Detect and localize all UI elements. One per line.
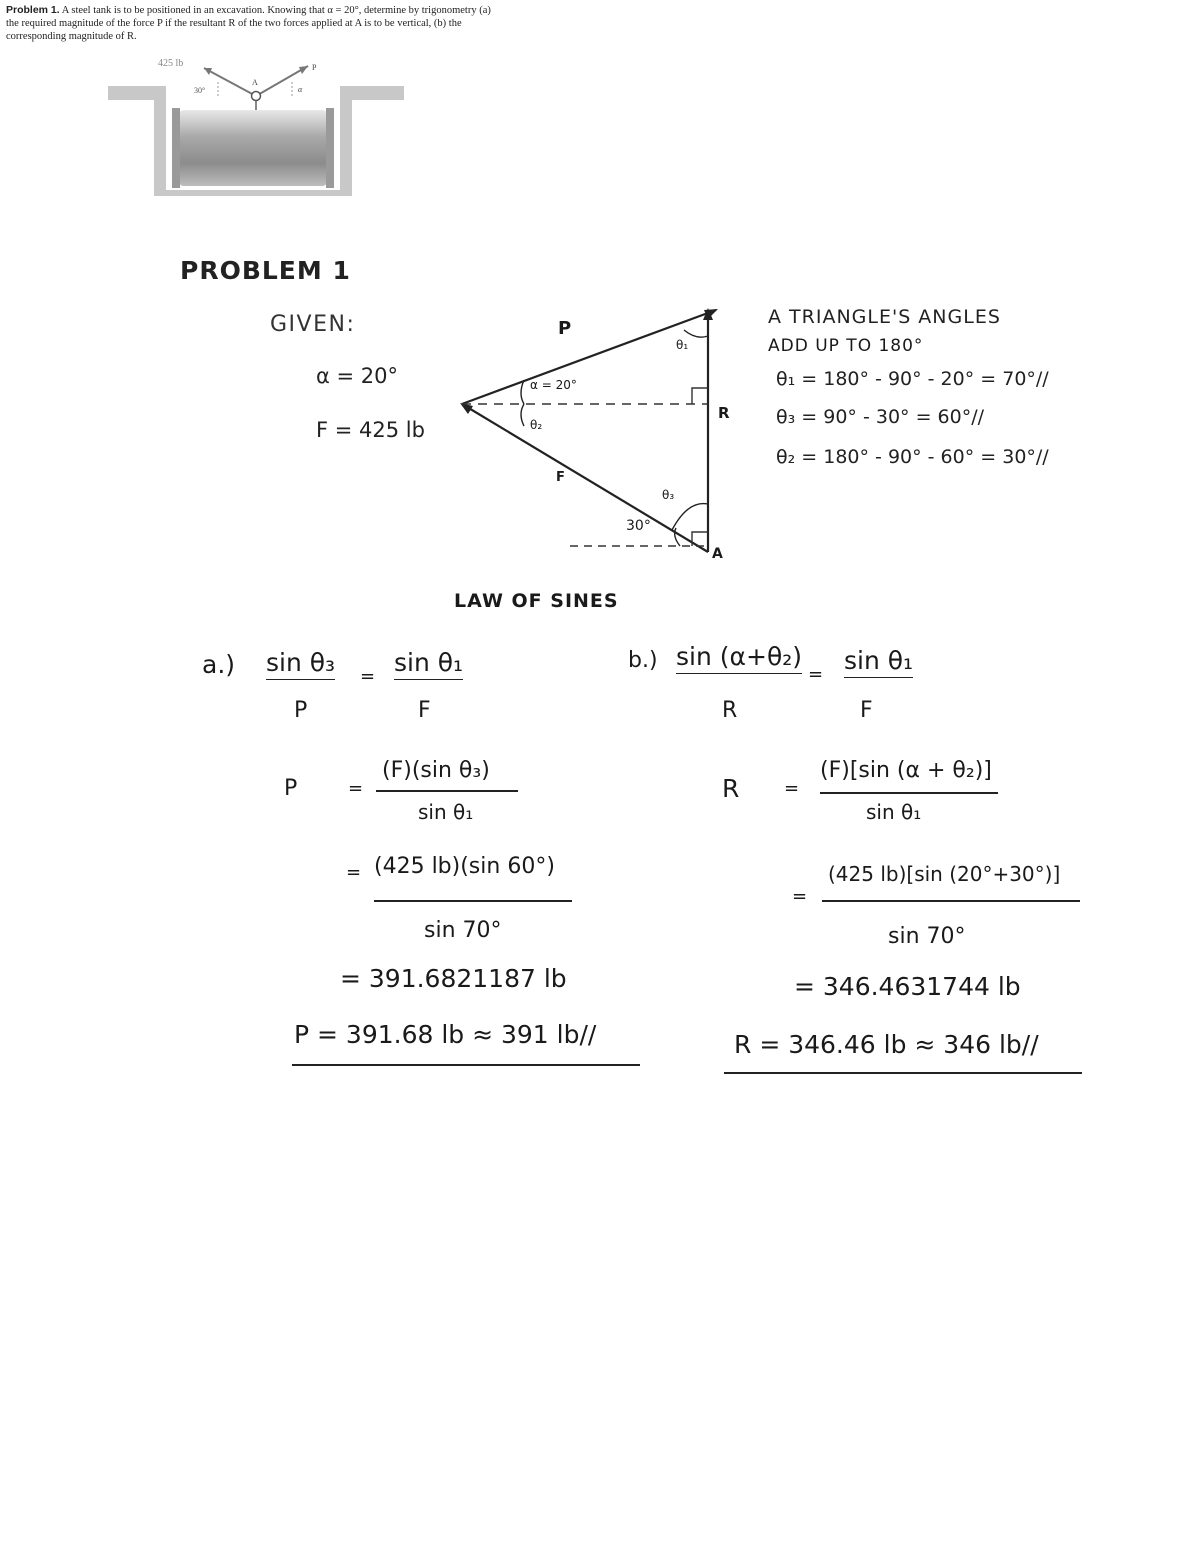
- problem-text: A steel tank is to be positioned in an excavation. Knowing that α = 20°, determine by trigonometry (a) the required magnitude of the force P if the resultant R of the two forces applied at A is to be vertical, (b) the corresponding magnitude of R.: [6, 5, 491, 42]
- theta1-arc: [684, 330, 708, 337]
- ground-right: [352, 86, 404, 100]
- theta3-equation: θ₃ = 90° - 30° = 60°//: [776, 406, 985, 428]
- diagram-theta2-label: θ₂: [530, 418, 543, 432]
- part-b-value: = 346.4631744 lb: [794, 972, 1021, 1001]
- figure-alpha-label: α: [298, 85, 303, 94]
- angles-note-line2: ADD UP TO 180°: [768, 336, 924, 356]
- law-of-sines-heading: LAW OF SINES: [454, 590, 619, 612]
- part-a-subst-num: (425 lb)(sin 60°): [374, 854, 555, 879]
- figure-point-label: A: [252, 78, 258, 87]
- diagram-a-label: A: [712, 546, 723, 562]
- figure-force-label: 425 lb: [158, 58, 184, 69]
- figure-force-p-label: P: [312, 63, 317, 72]
- part-b-ratio-equals: =: [808, 664, 824, 685]
- force-line-left: [204, 68, 256, 96]
- figure-angle-left: 30°: [194, 86, 206, 95]
- diagram-theta1-label: θ₁: [676, 338, 689, 352]
- part-a-value: = 391.6821187 lb: [340, 964, 567, 993]
- part-b-subst-den: sin 70°: [888, 924, 966, 949]
- part-b-final-answer: R = 346.46 lb ≈ 346 lb//: [734, 1030, 1039, 1059]
- part-a-ratio-left-num: sin θ₃: [266, 648, 335, 680]
- diagram-p-label: P: [558, 318, 572, 339]
- angle30-arc: [675, 528, 680, 546]
- point-a-ring: [252, 92, 261, 101]
- part-a-formula-den: sin θ₁: [418, 800, 474, 824]
- part-a-subst-den: sin 70°: [424, 918, 502, 943]
- force-arrow-right: [299, 66, 308, 74]
- theta2-equation: θ₂ = 180° - 90° - 60° = 30°//: [776, 446, 1049, 468]
- part-b-formula-den: sin θ₁: [866, 800, 922, 824]
- pit-wall-left: [154, 86, 166, 194]
- part-b-subst-num: (425 lb)[sin (20°+30°)]: [828, 862, 1061, 886]
- part-a-ratio-left-den: P: [294, 698, 308, 723]
- diagram-theta3-label: θ₃: [662, 488, 675, 502]
- force-p-line: [462, 310, 716, 404]
- pit-floor: [154, 190, 352, 196]
- part-b-r-symbol: R: [722, 774, 740, 803]
- part-b-ratio-right-num: sin θ₁: [844, 646, 913, 678]
- page-title: PROBLEM 1: [180, 256, 351, 285]
- part-b-fraction-bar-1: [820, 792, 998, 794]
- part-b-fraction-bar-2: [822, 900, 1080, 902]
- part-a-subst-equals: =: [346, 862, 362, 883]
- part-b-label: b.): [628, 648, 658, 673]
- part-a-final-answer: P = 391.68 lb ≈ 391 lb//: [294, 1020, 597, 1049]
- given-label: GIVEN:: [270, 312, 356, 337]
- force-triangle-diagram: [440, 300, 760, 570]
- force-f-line: [462, 404, 708, 552]
- part-a-p-symbol: P: [284, 776, 298, 801]
- tank-end-right: [326, 108, 334, 188]
- part-a-ratio-right-num: sin θ₁: [394, 648, 463, 680]
- tank-end-left: [172, 108, 180, 188]
- alpha-arc: [521, 380, 524, 404]
- right-angle-mark-top: [692, 388, 708, 404]
- problem-statement: [6, 4, 506, 43]
- tank-figure: [100, 52, 420, 202]
- ground-left: [108, 86, 154, 100]
- part-a-formula-num: (F)(sin θ₃): [382, 758, 490, 783]
- problem-label: Problem 1.: [6, 4, 60, 16]
- theta2-arc: [521, 404, 524, 426]
- part-b-answer-underline: [724, 1072, 1082, 1074]
- part-b-ratio-right-den: F: [860, 698, 873, 723]
- diagram-angle30-label: 30°: [626, 518, 651, 534]
- part-a-formula-equals: =: [348, 778, 364, 799]
- angles-note-line1: A TRIANGLE'S ANGLES: [768, 306, 1001, 328]
- part-b-formula-num: (F)[sin (α + θ₂)]: [820, 758, 992, 783]
- steel-tank: [178, 110, 328, 186]
- part-a-ratio-right-den: F: [418, 698, 431, 723]
- part-a-answer-underline: [292, 1064, 640, 1066]
- given-force: F = 425 lb: [316, 418, 425, 442]
- part-a-ratio-equals: =: [360, 666, 376, 687]
- diagram-alpha-label: α = 20°: [530, 378, 577, 392]
- part-b-ratio-left-num: sin (α+θ₂): [676, 642, 802, 674]
- pit-wall-right: [340, 86, 352, 194]
- part-b-subst-equals: =: [792, 886, 808, 907]
- part-a-label: a.): [202, 650, 236, 679]
- diagram-f-label: F: [556, 470, 565, 485]
- given-alpha: α = 20°: [316, 364, 399, 388]
- part-a-fraction-bar-1: [376, 790, 518, 792]
- theta1-equation: θ₁ = 180° - 90° - 20° = 70°//: [776, 368, 1049, 390]
- part-b-ratio-left-den: R: [722, 698, 738, 723]
- part-b-formula-equals: =: [784, 778, 800, 799]
- part-a-fraction-bar-2: [374, 900, 572, 902]
- diagram-r-label: R: [718, 404, 730, 422]
- theta3-arc: [672, 504, 708, 530]
